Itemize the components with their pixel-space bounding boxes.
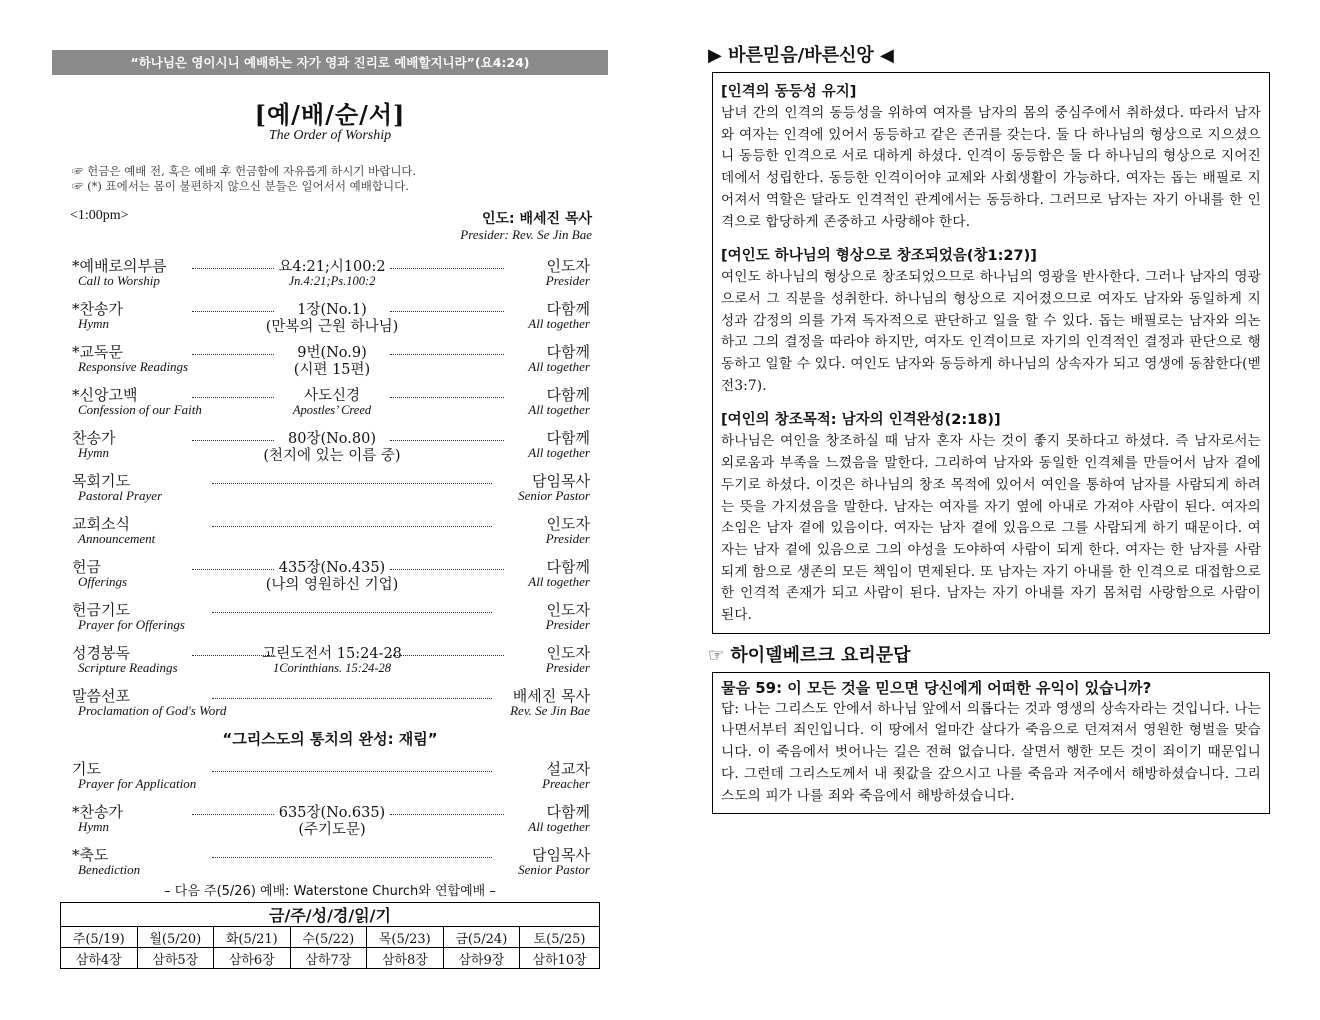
item-title-en: Responsive Readings [78,359,189,374]
item-leader-en: Presider [545,531,590,546]
order-item [52,378,608,421]
catechism-question: 물음 59: 이 모든 것을 믿으면 당신에게 어떠한 유익이 있습니까? [721,678,1152,697]
item-leader-ko: 다함께 [546,300,590,318]
item-title-en: Announcement [78,531,156,546]
item-leader-ko: 인도자 [546,601,590,619]
item-leader-en: All together [528,445,590,460]
dot-leader [390,655,504,656]
reading-chapter: 삼하9장 [443,948,520,969]
dot-leader [212,483,492,484]
item-title-en: Scripture Readings [78,660,178,675]
item-title-ko: *신앙고백 [72,386,138,404]
dot-leader [390,268,504,269]
dot-leader [390,814,504,815]
item-title-ko: *찬송가 [72,300,123,318]
item-detail: 고린도전서 15:24-28 [262,646,402,662]
weekly-bible-reading-table [60,902,600,969]
item-leader-ko: 다함께 [546,343,590,361]
item-leader-ko: 다함께 [546,429,590,447]
order-items-after-sermon [52,752,608,881]
sermon-title: “그리스도의 통치의 완성: 재림” [222,730,438,748]
item-title-ko: *교독문 [72,343,123,361]
order-item [52,464,608,507]
item-title-en: Benediction [78,862,141,877]
order-item [52,593,608,636]
item-title-en: Confession of our Faith [78,402,202,417]
faith-section-title: [여인의 창조목적: 남자의 인격완성(2:18)] [721,412,1001,429]
dot-leader [212,612,492,613]
item-leader-en: All together [528,819,590,834]
item-title-ko: *찬송가 [72,803,123,821]
reading-chapter: 삼하6장 [214,948,291,969]
item-detail: 80장(No.80) [288,431,376,447]
item-leader-en: Preacher [542,776,590,791]
dot-leader [390,311,504,312]
faith-section-body: 하나님은 여인을 창조하실 때 남자 혼자 사는 것이 좋지 못하다고 하셨다. 즉 남자로서는 외로움과 부족을 느꼈음을 말한다. 그리하여 남자와 동일한 인격체를 만들어서 남자 곁에 두기로 하셨다. 이것은 하나님의 창조 목적에 있어서 여인을 통하여 남자를 사람되게 하려는 뜻을 가지셨음을 말한다. 남자는 여자를 자기 옆에 아내로 가져야 사람이 된다. 여자의 소임은 남자 곁에 있음이다. 여자는 남자 곁에 있음으로 그를 사람되게 하기 때문이다. 여자는 남자 곁에 있음으로 그의 야성을 도야하여 사람이 되게 한다. 여자는 한 남자를 사람 되게 함으로 생존의 모든 책임이 면제된다. 또 남자는 자기 아내를 한 인격으로 대접함으로 한 인격적 존재가 되고 사람이 된다. 남자는 자기 아내를 자기 몸처럼 사랑함으로 사람이 된다. [721,433,1261,624]
order-subtitle: The Order of Worship [268,128,392,143]
item-leader-ko: 다함께 [546,803,590,821]
order-title: [예/배/순/서] [254,100,406,129]
item-leader-en: All together [528,316,590,331]
dot-leader [390,354,504,355]
time-row [52,208,608,228]
note-offering: ☞ 헌금은 예배 전, 혹은 예배 후 헌금함에 자유롭게 하시기 바랍니다. [72,164,417,178]
dot-leader [192,354,274,355]
item-detail: 사도신경 [303,388,361,404]
dot-leader [212,526,492,527]
item-leader-ko: 배세진 목사 [512,687,590,705]
reading-day: 월(5/20) [137,927,214,948]
catechism-answer: 답: 나는 그리스도 안에서 하나님 앞에서 의롭다는 것과 영생의 상속자라는 것입니다. 나는 나면서부터 죄인입니다. 이 땅에서 얼마간 살다가 죽음으로 던져져서 영원한 형벌을 맞습니다. 이 죽음에서 벗어나는 길은 전혀 없습니다. 살면서 행한 모든 것이 죄이기 때문입니다. 그런데 그리스도께서 내 죗값을 갚으시고 나를 죽음과 저주에서 해방하셨습니다. 그리스도의 피가 나를 죄와 죽음에서 해방하셨습니다. [721,700,1261,804]
item-leader-ko: 인도자 [546,257,590,275]
item-title-ko: *축도 [72,846,109,864]
order-item [52,838,608,881]
reading-chapter: 삼하7장 [290,948,367,969]
order-item [52,292,608,335]
next-week-notice: – 다음 주(5/26) 예배: Waterstone Church와 연합예배 – [164,884,496,899]
order-items [52,249,608,722]
faith-section-body: 여인도 하나님의 형상으로 창조되었으므로 하나님의 영광을 반사한다. 그러나 남자의 영광으로서 그 직분을 성취한다. 하나님의 형상으로 지어졌으므로 여자도 남자와 동일하게 지성과 감정의 의를 가져 독자적으로 판단하고 일을 할 수 있다. 돕는 배필로는 남자와 의논하고 그의 결정을 따라야 하지만, 여자도 인격이므로 자기의 인격적인 결정과 판단으로 행동하고 일할 수 있다. 여인도 남자와 동등하게 하나님의 상속자가 되고 영생에 동참한다(벧전3:7). [721,269,1261,394]
faith-section [721,245,1261,397]
item-detail-sub: (나의 영원하신 기업) [265,577,399,593]
order-item [52,550,608,593]
faith-section-title: [인격의 동등성 유지] [721,84,857,100]
item-leader-ko: 인도자 [546,644,590,662]
dot-leader [390,397,504,398]
item-title-ko: 목회기도 [72,472,130,490]
order-item [52,335,608,378]
dot-leader [390,440,504,441]
faith-section [721,81,1261,233]
item-leader-en: Senior Pastor [518,862,590,877]
item-detail: 요4:21;시100:2 [278,259,386,275]
catechism-box [712,672,1270,815]
item-title-en: Prayer for Application [78,776,197,791]
item-title-ko: 교회소식 [72,515,130,533]
reading-chapter: 삼하5장 [137,948,214,969]
item-leader-ko: 담임목사 [532,472,590,490]
service-leader: 인도: 배세진 목사 [481,211,592,227]
item-title-en: Hymn [78,819,110,834]
reading-day: 주(5/19) [61,927,138,948]
item-leader-en: Senior Pastor [518,488,590,503]
service-leader-en: Presider: Rev. Se Jin Bae [460,227,592,242]
reading-day: 목(5/23) [367,927,444,948]
item-detail: 435장(No.435) [278,560,386,576]
item-title-ko: 성경봉독 [72,644,130,662]
item-leader-en: Rev. Se Jin Bae [510,703,590,718]
item-leader-en: All together [528,574,590,589]
item-detail-sub: Apostles’ Creed [292,403,372,417]
item-detail: 635장(No.635) [278,805,386,821]
dot-leader [212,857,492,858]
item-title-en: Hymn [78,316,110,331]
order-item [52,636,608,679]
item-detail-sub: Jn.4:21;Ps.100:2 [288,274,376,288]
item-leader-ko: 설교자 [546,760,590,778]
reading-chapter: 삼하8장 [367,948,444,969]
item-leader-en: All together [528,402,590,417]
worship-order-panel [52,50,608,968]
item-leader-en: Presider [545,617,590,632]
faith-section-body: 남녀 간의 인격의 동등성을 위하여 여자를 남자의 몸의 중심주에서 취하셨다. 따라서 남자와 여자는 인격에 있어서 동등하고 같은 존귀를 갖는다. 둘 다 하나님의 형상으로 지으셨으니 동등한 인격으로 서로 대하게 하셨다. 인격이 동등함은 둘 다 하나님의 형상으로 지어진 데에서 성립한다. 동등한 인격이어야 교제와 사회생활이 가능하다. 여자는 돕는 배필로 지어져서 역할은 달라도 인격적인 관계에서는 동등하다. 그러므로 남자는 자기 아내를 한 인격으로 합당하게 존중하고 사랑해야 한다. [721,105,1261,230]
dot-leader [192,440,274,441]
order-item [52,421,608,464]
faith-section-title: [여인도 하나님의 형상으로 창조되었음(창1:27)] [721,248,1037,265]
reading-chapter: 삼하4장 [61,948,138,969]
item-detail-sub: (시편 15편) [293,362,371,378]
item-leader-ko: 다함께 [546,386,590,404]
item-detail-sub: (주기도문) [298,822,366,838]
catechism-heading: ☞ 하이델베르크 요리문답 [708,644,911,666]
faith-panel [700,40,1270,814]
dot-leader [192,655,274,656]
item-leader-en: All together [528,359,590,374]
reading-day: 금(5/24) [443,927,520,948]
item-title-ko: 말씀선포 [72,687,130,705]
item-title-ko: 헌금기도 [72,601,130,619]
faith-heading: ▶ 바른믿음/바른신앙 ◀ [708,45,894,66]
order-item [52,752,608,795]
order-notes [72,164,608,194]
item-title-en: Hymn [78,445,110,460]
reading-title: 금/주/성/경/읽/기 [61,903,600,927]
item-title-en: Call to Worship [78,273,160,288]
item-title-en: Prayer for Offerings [78,617,185,632]
dot-leader [212,698,492,699]
item-title-ko: *예배로의부름 [72,257,167,275]
dot-leader [192,311,274,312]
item-leader-ko: 담임목사 [532,846,590,864]
reading-chapter: 삼하10장 [520,948,600,969]
order-item [52,795,608,838]
item-leader-en: Presider [545,660,590,675]
dot-leader [212,771,492,772]
item-detail-sub: 1Corinthians. 15:24-28 [272,661,392,675]
order-item [52,507,608,550]
dot-leader [192,569,274,570]
dot-leader [192,268,274,269]
item-leader-ko: 인도자 [546,515,590,533]
faith-section [721,409,1261,626]
item-title-ko: 기도 [72,760,101,778]
faith-box [712,72,1270,634]
service-time: <1:00pm> [70,208,129,223]
dot-leader [192,397,274,398]
item-leader-en: Presider [545,273,590,288]
reading-day: 토(5/25) [520,927,600,948]
reading-day: 화(5/21) [214,927,291,948]
header-verse: “하나님은 영이시니 예배하는 자가 영과 진리로 예배할지니라”(요4:24) [52,50,608,75]
item-detail-sub: (천지에 있는 이름 중) [263,448,401,464]
dot-leader [390,569,504,570]
item-detail: 9번(No.9) [297,345,367,361]
item-leader-ko: 다함께 [546,558,590,576]
item-title-en: Offerings [78,574,128,589]
dot-leader [192,814,274,815]
order-item [52,679,608,722]
note-standing: ☞ (*) 표에서는 몸이 불편하지 않으신 분들은 일어서서 예배합니다. [72,179,409,193]
item-title-en: Pastoral Prayer [78,488,163,503]
item-title-ko: 찬송가 [72,429,116,447]
item-detail: 1장(No.1) [297,302,367,318]
reading-day: 수(5/22) [290,927,367,948]
order-item [52,249,608,292]
item-title-ko: 헌금 [72,558,101,576]
item-detail-sub: (만복의 근원 하나님) [265,319,399,335]
item-title-en: Proclamation of God's Word [78,703,227,718]
